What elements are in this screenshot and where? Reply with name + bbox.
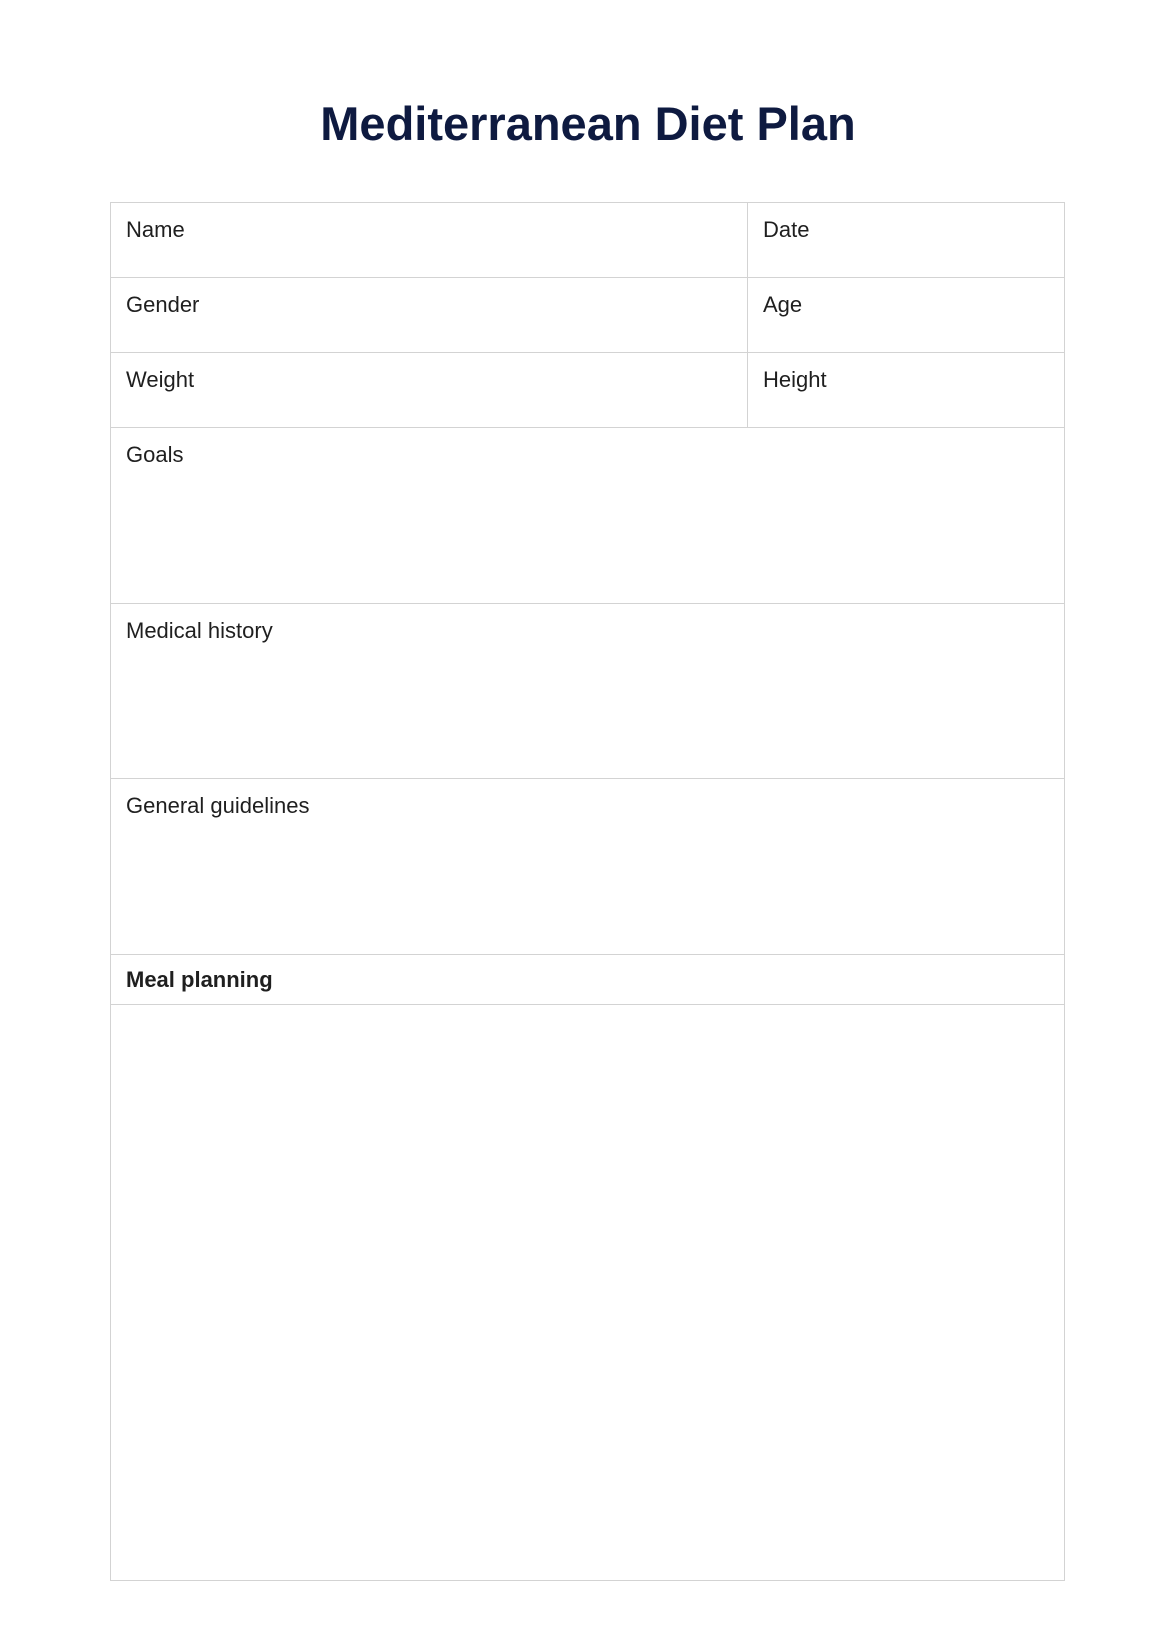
- meal-planning-label: Meal planning: [126, 967, 273, 992]
- meal-planning-header: [111, 955, 1064, 1005]
- medical-history-cell: [111, 604, 1064, 778]
- age-field[interactable]: [748, 278, 1064, 352]
- age-label: Age: [763, 292, 803, 317]
- name-label: Name: [126, 217, 185, 242]
- weight-label: Weight: [126, 367, 195, 392]
- goals-field[interactable]: [111, 428, 1064, 604]
- medical-history-field[interactable]: [111, 604, 1064, 779]
- meal-planning-header-cell: [111, 955, 1064, 1004]
- gender-field[interactable]: [111, 278, 748, 352]
- page-title: Mediterranean Diet Plan: [320, 97, 856, 150]
- height-label: Height: [763, 367, 827, 392]
- gender-label: Gender: [126, 292, 200, 317]
- meal-planning-field[interactable]: [111, 1005, 1064, 1579]
- medical-history-label: Medical history: [126, 618, 273, 643]
- diet-plan-form: [110, 202, 1065, 1581]
- height-field[interactable]: [748, 353, 1064, 427]
- form-row-name-date: [111, 203, 1064, 278]
- date-field[interactable]: [748, 203, 1064, 277]
- general-guidelines-field[interactable]: [111, 779, 1064, 955]
- goals-cell: [111, 428, 1064, 603]
- weight-field[interactable]: [111, 353, 748, 427]
- name-field[interactable]: [111, 203, 748, 277]
- general-guidelines-label: General guidelines: [126, 793, 310, 818]
- general-guidelines-cell: [111, 779, 1064, 954]
- form-row-gender-age: [111, 278, 1064, 353]
- goals-label: Goals: [126, 442, 184, 467]
- form-row-weight-height: [111, 353, 1064, 428]
- date-label: Date: [763, 217, 810, 242]
